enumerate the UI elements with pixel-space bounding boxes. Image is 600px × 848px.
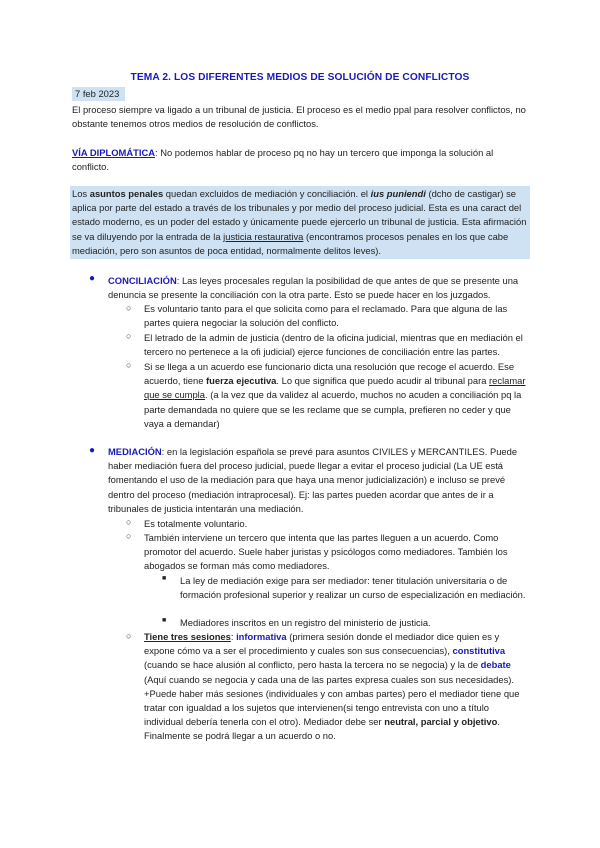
- bullet-icon: ●: [89, 445, 96, 456]
- via-label: VÍA DIPLOMÁTICA: [72, 147, 155, 158]
- ses-debate: debate: [480, 659, 511, 671]
- conc-3a: Si se llega a un acuerdo ese funcionario dicta una resolución que recoge el acuerdo. Ese acuerdo, tiene: [144, 361, 515, 387]
- bullet-icon: ●: [89, 273, 96, 284]
- circle-bullet-icon: ○: [126, 331, 132, 341]
- square-bullet-icon: ■: [162, 575, 167, 582]
- mediacion-item-3: [144, 630, 528, 744]
- sesiones-label: Tiene tres sesiones: [144, 631, 231, 642]
- conciliacion-item-1: Es voluntario tanto para el que solicita como para el reclamado. Para que alguna de las partes quiera negociar la solución del conflicto.: [144, 303, 508, 329]
- mediacion-subitem-2: Mediadores inscritos en un registro del ministerio de justicia.: [180, 617, 431, 628]
- ses-t4: (Aquí cuando se negocia y cada una de las partes expresa cuales son sus necesidades). +Puede haber más sesiones (individuales y con ambas partes) pero el mediador tiene que tratar con igualdad a los sujetos que intervienen(si tengo entrevista con uno a título individual debería tenerla con el otro). Mediador debe ser: [144, 673, 520, 728]
- conc-3d: reclamar que se cumpla: [144, 375, 526, 401]
- ses-t5: . Finalmente se podrá llegar a un acuerdo o no.: [144, 716, 500, 742]
- penales-text-1: Los: [72, 188, 90, 199]
- penales-bold-2: ius puniendi: [370, 188, 426, 199]
- penales-bold-1: asuntos penales: [89, 188, 164, 199]
- ses-bold: neutral, parcial y objetivo: [384, 716, 498, 728]
- conciliacion-text: : Las leyes procesales regulan la posibilidad de que antes de que se presente una denuncia se presente la conciliación con la otra parte. Esto se puede hacer en los juzgados.: [108, 275, 519, 301]
- ses-t2: (primera sesión donde el mediador dice quien es y expone cómo va a ser el procedimiento y cuales son sus consecuencias),: [144, 631, 500, 657]
- penales-text-4: (encontramos procesos penales en los que cabe mediación, pero son asuntos de poca entidad, normalmente delitos leves).: [72, 230, 509, 256]
- penales-paragraph: [70, 186, 530, 259]
- ses-t3: (cuando se hace alusión al conflicto, pero hasta la tercera no se negocia) y la de: [144, 659, 481, 671]
- conc-3e: . (a la vez que da validez al acuerdo, muchos no acuden a conciliación pq la parte demandada no quiere que se les reclame que se cumpla, prefieren no ceder y que vaya a demandar): [144, 389, 522, 429]
- conciliacion-label: CONCILIACIÓN: [108, 275, 177, 286]
- mediacion-item-1: Es totalmente voluntario.: [144, 518, 248, 529]
- mediacion-text: : en la legislación española se prevé para asuntos CIVILES y MERCANTILES. Puede haber mediación fuera del proceso judicial, puede llegar a evitar el proceso judicial (La UE está fomentando el uso de la mediación para que haya una menor judicialización) e incluso se prevé dentro del proceso (mediación intraprocesal). Ej: las partes pueden acordar que antes de ir a tribunales de justicia intentarán una mediación.: [108, 446, 518, 514]
- mediacion-subitem-1: La ley de mediación exige para ser mediador: tener titulación universitaria o de formación profesional superior y realizar un curso de especialización en mediación.: [180, 575, 526, 601]
- square-bullet-icon: ■: [162, 617, 167, 624]
- ses-t1: :: [230, 631, 237, 642]
- conc-3c: . Lo que significa que puedo acudir al tribunal para: [276, 375, 490, 387]
- circle-bullet-icon: ○: [126, 631, 132, 641]
- page-title: TEMA 2. LOS DIFERENTES MEDIOS DE SOLUCIÓN DE CONFLICTOS: [130, 72, 470, 83]
- penales-text-2: quedan excluidos de mediación y conciliación. el: [163, 188, 371, 199]
- penales-text-3: (dcho de castigar) se aplica por parte del estado a través de los tribunales y por medio del proceso judicial. Esta es una caract del estado moderno, es un poder del estado y únicamente puede ejercerlo un tribunal de justicia. Esta afirmación se va diluyendo por la entrada de la: [72, 188, 527, 242]
- circle-bullet-icon: ○: [126, 517, 132, 527]
- mediacion-item-2: También interviene un tercero que intenta que las partes lleguen a un acuerdo. Como promotor del acuerdo. Suele haber juristas y psicólogos como mediadores. También los abogados se forman más como mediadores.: [144, 532, 508, 572]
- penales-underline: justicia restaurativa: [223, 230, 304, 242]
- via-text: : No podemos hablar de proceso pq no hay un tercero que imponga la solución al conflicto.: [72, 147, 494, 173]
- conciliacion-paragraph: [108, 274, 528, 302]
- intro-paragraph: El proceso siempre va ligado a un tribunal de justicia. El proceso es el medio ppal para resolver conflictos, no obstante tenemos otros medios de resolución de conflictos.: [72, 104, 526, 130]
- circle-bullet-icon: ○: [126, 360, 132, 370]
- date-chip[interactable]: 7 feb 2023: [72, 87, 125, 101]
- ses-informativa: informativa: [236, 631, 287, 642]
- mediacion-label: MEDIACIÓN: [108, 446, 162, 457]
- conc-3b: fuerza ejecutiva: [206, 375, 277, 387]
- circle-bullet-icon: ○: [126, 303, 132, 313]
- conciliacion-item-3: [144, 360, 528, 431]
- mediacion-paragraph: [108, 445, 528, 516]
- ses-constitutiva: constitutiva: [452, 645, 506, 657]
- conciliacion-item-2: El letrado de la admin de justicia (dentro de la oficina judicial, mientras que en mediación el tercero no pertenece a la ofi judicial) ejerce funciones de conciliación entre las partes.: [144, 332, 523, 358]
- via-paragraph: [72, 146, 528, 174]
- circle-bullet-icon: ○: [126, 531, 132, 541]
